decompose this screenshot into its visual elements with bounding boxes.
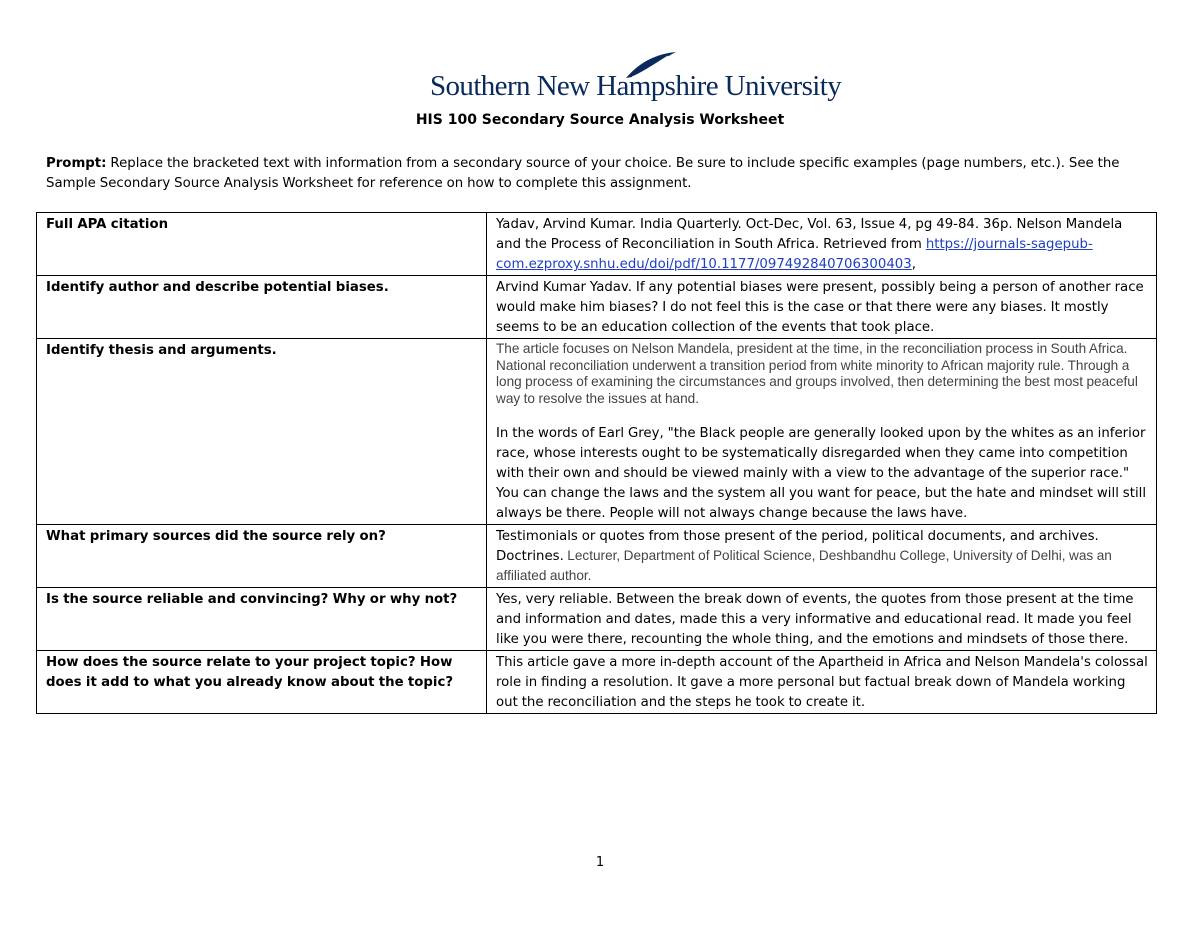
- answer-text: Testimonials or quotes from those present of the period, political documents, and archives. Doctrines.: [496, 529, 1099, 564]
- answer-cell: Yes, very reliable. Between the break down of events, the quotes from those present at the time and information and dates, made this a very informative and educational read. It made you feel like you were there, recounting the whole thing, and the emotions and mindsets of those there.: [487, 588, 1157, 651]
- university-name: Southern New Hampshire University: [430, 70, 842, 102]
- question-cell: How does the source relate to your project topic? How does it add to what you already know about the topic?: [37, 651, 487, 714]
- answer-cell: [487, 213, 1157, 276]
- thesis-summary: The article focuses on Nelson Mandela, president at the time, in the reconciliation process in South Africa. National reconciliation underwent a transition period from white minority to African majority rule. Through a long process of examining the circumstances and groups involved, then determining the best most peaceful way to resolve the issues at hand.: [496, 341, 1138, 406]
- table-row: [37, 213, 1157, 276]
- question-cell: What primary sources did the source rely on?: [37, 525, 487, 588]
- prompt-text: Replace the bracketed text with information from a secondary source of your choice. Be sure to include specific examples (page numbers, etc.). See the Sample Secondary Source Analysis Worksheet for reference on how to complete this assignment.: [46, 156, 1120, 191]
- answer-cell: [487, 339, 1157, 525]
- table-row: [37, 588, 1157, 651]
- page-title: HIS 100 Secondary Source Analysis Worksheet: [415, 112, 785, 128]
- answer-cell: This article gave a more in-depth account of the Apartheid in Africa and Nelson Mandela's colossal role in finding a resolution. It gave a more personal but factual break down of Mandela working out the reconciliation and the steps he took to create it.: [487, 651, 1157, 714]
- answer-text: Yadav, Arvind Kumar. India Quarterly. Oct-Dec, Vol. 63, Issue 4, pg 49-84. 36p. Nelson Mandela and the Process of Reconciliation in South Africa. Retrieved from: [496, 217, 1123, 252]
- prompt-paragraph: [46, 154, 1146, 194]
- answer-tail: ,: [911, 257, 916, 272]
- answer-cell: [487, 525, 1157, 588]
- page-number: 1: [595, 855, 605, 870]
- prompt-label: Prompt:: [46, 156, 107, 171]
- answer-cell: Arvind Kumar Yadav. If any potential biases were present, possibly being a person of another race would make him biases? I do not feel this is the case or that there were any biases. It mostly seems to be an education collection of the events that took place.: [487, 276, 1157, 339]
- paragraph-gap: [496, 407, 1148, 424]
- question-cell: Identify author and describe potential biases.: [37, 276, 487, 339]
- table-row: [37, 651, 1157, 714]
- thesis-argument: In the words of Earl Grey, "the Black people are generally looked upon by the whites as an inferior race, whose interests ought to be systematically disregarded when they came into competition with their own and should be viewed mainly with a view to the advantage of the superior race." You can change the laws and the system all you want for peace, but the hate and mindset will still always be there. People will not always change because the laws have.: [496, 426, 1147, 521]
- author-affiliation: Lecturer, Department of Political Science, Deshbandhu College, University of Delhi, was an affiliated author.: [496, 548, 1112, 583]
- university-logo: [430, 50, 842, 106]
- table-row: [37, 276, 1157, 339]
- question-cell: Full APA citation: [37, 213, 487, 276]
- question-cell: Is the source reliable and convincing? Why or why not?: [37, 588, 487, 651]
- worksheet-table: [36, 212, 1157, 714]
- citation-link[interactable]: https://journals-sagepub-com.ezproxy.snhu.edu/doi/pdf/10.1177/097492840706300403: [496, 237, 1093, 272]
- question-cell: Identify thesis and arguments.: [37, 339, 487, 525]
- table-row: [37, 525, 1157, 588]
- table-row: [37, 339, 1157, 525]
